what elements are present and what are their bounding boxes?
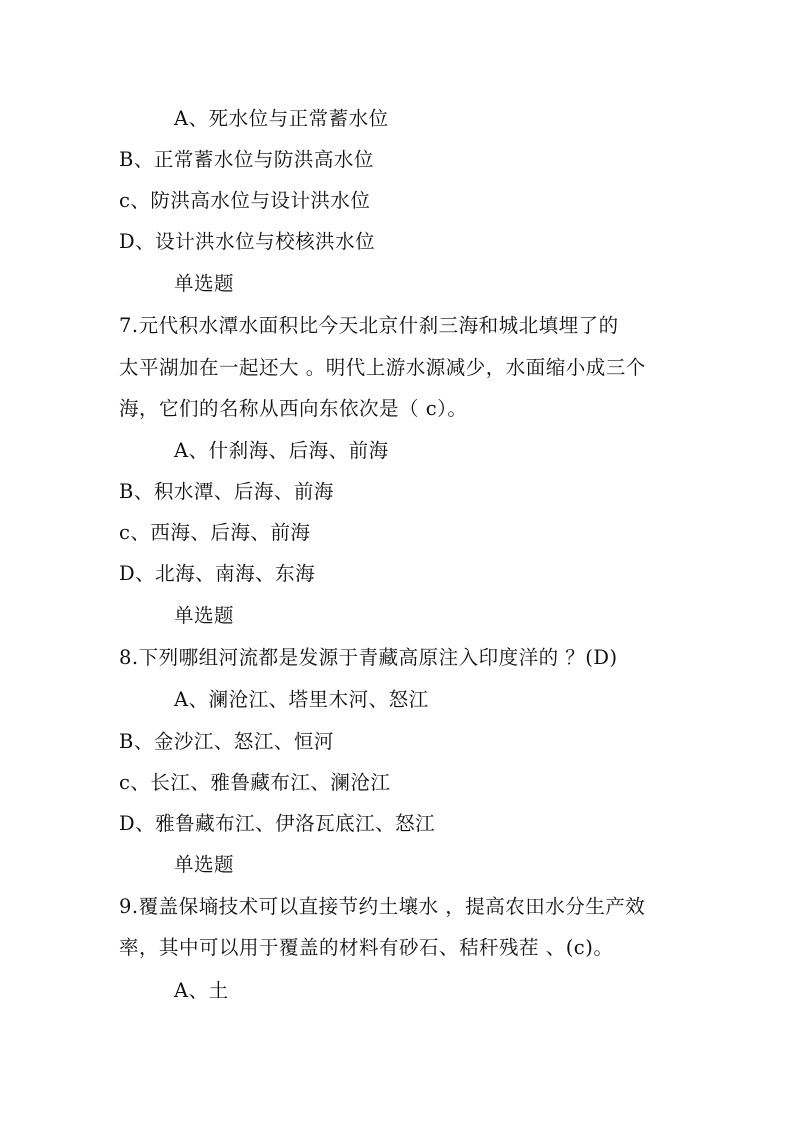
q7-option-b: B、积水潭、后海、前海 bbox=[119, 480, 334, 503]
q7-stem-line-3: 海，它们的名称从西向东依次是（ c）。 bbox=[119, 397, 468, 420]
q6-option-d: D、设计洪水位与校核洪水位 bbox=[119, 230, 376, 253]
q8-stem-line-1: 8.下列哪组河流都是发源于青藏高原注入印度洋的 ？(D) bbox=[119, 646, 618, 669]
q9-stem-line-1: 9.覆盖保墒技术可以直接节约土壤水 ，提高农田水分生产效 bbox=[119, 895, 646, 918]
q8-option-b: B、金沙江、怒江、恒河 bbox=[119, 730, 334, 753]
q9-stem-line-2: 率，其中可以用于覆盖的材料有砂石、秸秆残茬 、(c)。 bbox=[119, 936, 614, 959]
q7-stem-line-1: 7.元代积水潭水面积比今天北京什刹三海和城北填埋了的 bbox=[119, 314, 619, 337]
q9-option-a: A、土 bbox=[174, 979, 229, 1002]
q6-option-c: c、防洪高水位与设计洪水位 bbox=[119, 189, 371, 212]
q8-question-type: 单选题 bbox=[174, 853, 235, 876]
q7-question-type: 单选题 bbox=[174, 604, 235, 627]
q6-option-b: B、正常蓄水位与防洪高水位 bbox=[119, 148, 374, 171]
q7-option-a: A、什刹海、后海、前海 bbox=[174, 439, 389, 462]
q8-option-d: D、雅鲁藏布江、伊洛瓦底江、怒江 bbox=[119, 812, 436, 835]
q6-question-type: 单选题 bbox=[174, 272, 235, 295]
q7-option-c: c、西海、后海、前海 bbox=[119, 521, 311, 544]
q7-stem-line-2: 太平湖加在一起还大 。明代上游水源减少，水面缩小成三个 bbox=[119, 356, 646, 379]
q8-option-c: c、长江、雅鲁藏布江、澜沧江 bbox=[119, 771, 391, 794]
q6-option-a: A、死水位与正常蓄水位 bbox=[174, 107, 389, 130]
q7-option-d: D、北海、南海、东海 bbox=[119, 562, 316, 585]
q8-option-a: A、澜沧江、塔里木河、怒江 bbox=[174, 688, 429, 711]
